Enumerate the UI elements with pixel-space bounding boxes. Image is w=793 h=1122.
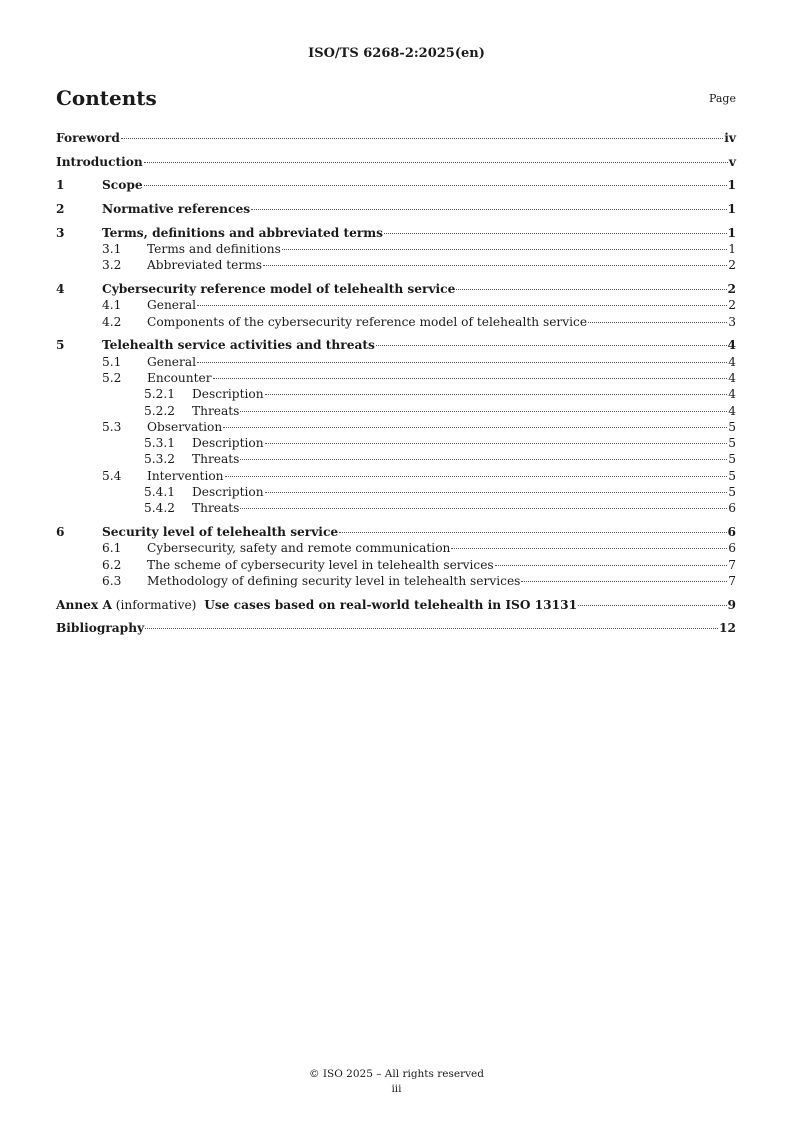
- toc-entry-title: General: [147, 354, 196, 369]
- toc-entry-title: Description: [192, 484, 264, 499]
- toc-entry-5-4-2[interactable]: [56, 500, 736, 516]
- toc-entry-page: 5: [728, 452, 736, 467]
- toc-entry-page: 4: [727, 338, 736, 353]
- toc-entry-title: Cybersecurity reference model of telehealth service: [102, 282, 456, 297]
- dot-leader: [578, 604, 726, 606]
- toc-entry-page: 4: [728, 354, 736, 369]
- dot-leader: [282, 248, 727, 250]
- toc-entry-number: 4.2: [102, 314, 122, 329]
- toc-entry-5-2[interactable]: [56, 370, 736, 386]
- page-number: iii: [391, 1083, 402, 1095]
- toc-entry-page: 1: [727, 225, 736, 240]
- toc-entry-4-1[interactable]: [56, 297, 736, 313]
- toc-entry-3-1[interactable]: [56, 241, 736, 257]
- toc-entry-title: Abbreviated terms: [147, 258, 263, 273]
- toc-entry-5-2-2[interactable]: [56, 403, 736, 419]
- dot-leader: [240, 410, 727, 412]
- toc-entry-title: Methodology of defining security level in telehealth services: [147, 573, 521, 588]
- toc-entry-5-2-1[interactable]: [56, 386, 736, 402]
- toc-entry-number: 6.2: [102, 557, 122, 572]
- toc-entry-title: Terms, definitions and abbreviated terms: [102, 225, 384, 240]
- toc-entry-annex-a[interactable]: [56, 597, 736, 613]
- page-footer: [0, 1067, 793, 1097]
- toc-entry-6-3[interactable]: [56, 573, 736, 589]
- dot-leader: [144, 184, 727, 186]
- dot-leader: [197, 304, 727, 306]
- toc-entry-title: Threats: [192, 403, 240, 418]
- toc-entry-number: 3.1: [102, 242, 122, 257]
- toc-entry-page: 2: [727, 282, 736, 297]
- annex-type: [112, 597, 204, 613]
- toc-entry-number: 4: [56, 282, 65, 297]
- toc-entry-title: Security level of telehealth service: [102, 524, 339, 539]
- toc-entry-6-1[interactable]: [56, 540, 736, 556]
- toc-entry-number: 3: [56, 225, 65, 240]
- toc-entry-page: 1: [727, 178, 736, 193]
- toc-entry-number: 4.1: [102, 298, 122, 313]
- toc-entry-introduction[interactable]: [56, 154, 736, 170]
- toc-entry-title: Telehealth service activities and threats: [102, 338, 375, 353]
- toc-entry-number: 6: [56, 524, 65, 539]
- annex-label: Annex A: [56, 597, 112, 612]
- dot-leader: [588, 321, 727, 323]
- toc-entry-title: Cybersecurity, safety and remote communication: [147, 541, 451, 556]
- toc-entry-title: Intervention: [147, 468, 224, 483]
- toc-entry-5-3-1[interactable]: [56, 435, 736, 451]
- dot-leader: [240, 507, 727, 509]
- dot-leader: [265, 393, 728, 395]
- toc-entry-page: iv: [724, 131, 736, 145]
- toc-entry-title: Use cases based on real-world telehealth in ISO 13131: [204, 597, 578, 612]
- dot-leader: [376, 344, 727, 346]
- toc-entry-5-1[interactable]: [56, 354, 736, 370]
- toc-entry-number: 5.3.2: [144, 452, 176, 467]
- toc-entry-number: 5.3.1: [144, 436, 176, 451]
- toc-entry-page: 4: [728, 387, 736, 402]
- toc-entry-title: The scheme of cybersecurity level in telehealth services: [147, 557, 494, 572]
- toc-entry-page: 5: [728, 468, 736, 483]
- toc-entry-foreword[interactable]: [56, 130, 736, 146]
- toc-entry-title: Observation: [147, 419, 223, 434]
- toc-entry-title: Description: [192, 387, 264, 402]
- toc-entry-page: 4: [728, 403, 736, 418]
- copyright-notice: © ISO 2025 – All rights reserved: [309, 1068, 484, 1080]
- toc-entry-page: 6: [727, 524, 736, 539]
- toc-entry-title: Scope: [102, 178, 143, 193]
- toc-entry-number: 1: [56, 178, 65, 193]
- toc-entry-5[interactable]: [56, 337, 736, 353]
- toc-entry-title: Threats: [192, 501, 240, 516]
- toc-entry-number: 5.4.1: [144, 484, 176, 499]
- toc-entry-number: 5.1: [102, 354, 122, 369]
- toc-entry-page: 1: [728, 242, 736, 257]
- dot-leader: [265, 491, 728, 493]
- toc-entry-number: 3.2: [102, 258, 122, 273]
- page-column-label: Page: [708, 92, 736, 105]
- dot-leader: [495, 564, 728, 566]
- toc-entry-number: 2: [56, 202, 65, 217]
- toc-entry-title: Threats: [192, 452, 240, 467]
- toc-entry-title: Bibliography: [56, 621, 145, 636]
- dot-leader: [339, 531, 726, 533]
- toc-entry-page: 5: [728, 436, 736, 451]
- toc-entry-page: 2: [728, 298, 736, 313]
- dot-leader: [121, 137, 723, 139]
- toc-entry-number: 6.3: [102, 573, 122, 588]
- toc-entry-page: 5: [728, 419, 736, 434]
- annex-type-text: (informative): [115, 597, 197, 612]
- toc-entry-page: 6: [728, 541, 736, 556]
- toc-entry-page: 9: [727, 597, 736, 612]
- dot-leader: [145, 627, 718, 629]
- toc-entry-title: Introduction: [56, 154, 143, 169]
- toc-entry-page: 2: [728, 258, 736, 273]
- toc-entry-page: 12: [719, 621, 736, 636]
- toc-entry-3-2[interactable]: [56, 257, 736, 273]
- dot-leader: [265, 442, 728, 444]
- toc-entry-title: Foreword: [56, 131, 120, 145]
- dot-leader: [251, 208, 726, 210]
- toc-entry-5-4-1[interactable]: [56, 484, 736, 500]
- toc-entry-page: 1: [727, 202, 736, 217]
- toc-entry-number: 5: [56, 338, 65, 353]
- toc-entry-page: 3: [728, 314, 736, 329]
- toc-entry-page: 4: [728, 370, 736, 385]
- toc-entry-5-3-2[interactable]: [56, 451, 736, 467]
- toc-entry-2[interactable]: [56, 201, 736, 217]
- toc-entry-number: 5.4.2: [144, 501, 176, 516]
- contents-title: Contents: [56, 86, 157, 110]
- toc-entry-4-2[interactable]: [56, 314, 736, 330]
- toc-entry-title: Terms and definitions: [147, 242, 281, 257]
- toc-entry-number: 5.4: [102, 468, 122, 483]
- toc-entry-5-3[interactable]: [56, 419, 736, 435]
- toc-entry-number: 6.1: [102, 541, 122, 556]
- dot-leader: [263, 264, 727, 266]
- toc-entry-number: 5.2.2: [144, 403, 176, 418]
- toc-entry-number: 5.3: [102, 419, 122, 434]
- dot-leader: [213, 377, 728, 379]
- dot-leader: [223, 426, 727, 428]
- toc-entry-title: Encounter: [147, 370, 212, 385]
- dot-leader: [225, 475, 728, 477]
- toc-entry-title: Description: [192, 436, 264, 451]
- dot-leader: [197, 361, 727, 363]
- toc-entry-6[interactable]: [56, 524, 736, 540]
- toc-entry-4[interactable]: [56, 281, 736, 297]
- dot-leader: [451, 547, 727, 549]
- toc-entry-title: Normative references: [102, 202, 251, 217]
- toc-entry-page: 6: [728, 501, 736, 516]
- toc-entry-1[interactable]: [56, 177, 736, 193]
- dot-leader: [521, 580, 727, 582]
- toc-entry-bibliography[interactable]: [56, 620, 736, 636]
- dot-leader: [144, 161, 728, 163]
- toc-entry-6-2[interactable]: [56, 557, 736, 573]
- document-id-header: ISO/TS 6268-2:2025(en): [308, 46, 485, 61]
- toc-entry-page: 7: [728, 573, 736, 588]
- toc-entry-title: General: [147, 298, 196, 313]
- toc-entry-3[interactable]: [56, 225, 736, 241]
- dot-leader: [240, 458, 727, 460]
- table-of-contents: [56, 130, 736, 637]
- toc-entry-5-4[interactable]: [56, 468, 736, 484]
- toc-entry-number: 5.2: [102, 370, 122, 385]
- toc-entry-page: 7: [728, 557, 736, 572]
- toc-entry-title: Components of the cybersecurity reference model of telehealth service: [147, 314, 588, 329]
- toc-entry-number: 5.2.1: [144, 387, 176, 402]
- toc-entry-page: 5: [728, 484, 736, 499]
- dot-leader: [456, 288, 726, 290]
- toc-entry-page: v: [728, 154, 736, 169]
- dot-leader: [384, 232, 726, 234]
